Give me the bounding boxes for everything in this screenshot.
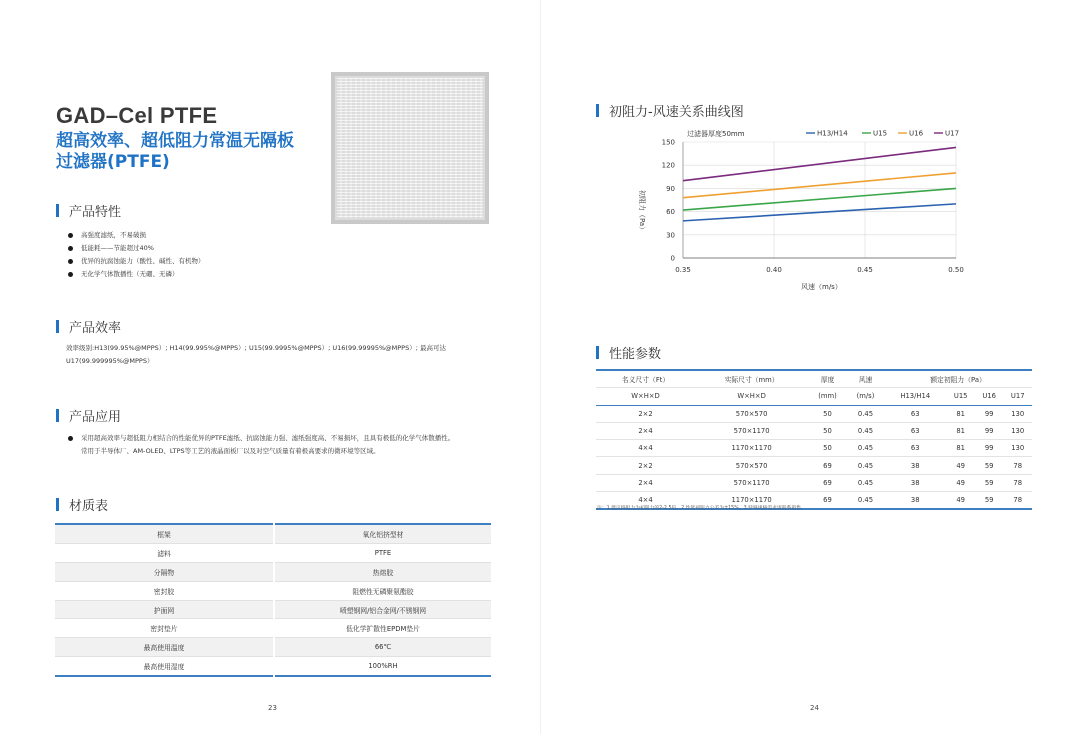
application-heading-text: 产品应用: [69, 410, 122, 425]
heading-bar: [56, 204, 59, 217]
table-cell: 570×1170: [695, 474, 808, 491]
material-value: 100%RH: [368, 662, 398, 671]
chart-subtitle: 过滤器厚度50mm: [687, 130, 745, 138]
legend-label: U17: [945, 129, 960, 138]
table-row: [55, 562, 491, 581]
heading-bar: [56, 498, 59, 511]
table-row: [596, 422, 1032, 439]
table-cell: 69: [808, 492, 847, 510]
heading-bar: [56, 320, 59, 333]
materials-table: [55, 523, 491, 677]
x-tick-label: 0.50: [948, 266, 964, 274]
table-header-row: [596, 370, 1032, 388]
material-value: 低化学扩散性EPDM垫片: [274, 619, 491, 638]
table-cell: 78: [1003, 457, 1032, 474]
table-cell: 2×2: [596, 405, 695, 422]
material-part: 密封胶: [55, 581, 274, 600]
table-cell: 570×570: [695, 457, 808, 474]
header-cell: U15: [946, 388, 975, 405]
table-cell: 2×4: [596, 422, 695, 439]
application-heading: [56, 406, 121, 425]
table-row: [55, 657, 491, 676]
table-cell: 130: [1003, 405, 1032, 422]
table-cell: 50: [808, 422, 847, 439]
table-cell: 78: [1003, 492, 1032, 510]
header-cell: (mm): [808, 388, 847, 405]
header-cell: 额定初阻力（Pa）: [884, 370, 1032, 388]
series-line-u16: [683, 173, 956, 198]
table-row: [596, 440, 1032, 457]
table-row: [55, 619, 491, 638]
efficiency-heading-text: 产品效率: [69, 321, 122, 336]
features-heading: [56, 201, 121, 220]
y-tick-label: 150: [661, 138, 675, 147]
table-cell: 130: [1003, 422, 1032, 439]
table-cell: 49: [946, 474, 975, 491]
table-cell: 570×1170: [695, 422, 808, 439]
header-cell: U16: [975, 388, 1004, 405]
table-header-row: [596, 388, 1032, 405]
heading-bar: [56, 409, 59, 422]
material-part: 分隔物: [55, 562, 274, 581]
x-axis-ticks: [675, 266, 964, 274]
efficiency-text-line1: 效率级别:H13(99.95%@MPPS）; H14(99.995%@MPPS）; U15(99.9995%@MPPS）; U16(99.99995%@MPPS）; 最高可达: [66, 344, 446, 352]
material-part: 最高使用湿度: [55, 657, 274, 676]
material-part: 框架: [55, 524, 274, 543]
material-part: 最高使用温度: [55, 638, 274, 657]
table-row: [55, 581, 491, 600]
x-tick-label: 0.40: [766, 266, 782, 274]
heading-bar: [596, 104, 599, 117]
table-cell: 63: [884, 405, 946, 422]
features-heading-text: 产品特性: [69, 205, 122, 220]
table-cell: 99: [975, 422, 1004, 439]
material-value: 热熔胶: [274, 562, 491, 581]
table-cell: 4×4: [596, 440, 695, 457]
table-cell: 50: [808, 440, 847, 457]
table-cell: 81: [946, 440, 975, 457]
table-row: [55, 524, 491, 543]
table-row: [596, 474, 1032, 491]
header-cell: W×H×D: [596, 388, 695, 405]
legend-label: U16: [909, 129, 924, 138]
table-cell: 2×2: [596, 457, 695, 474]
table-cell: 69: [808, 474, 847, 491]
feature-item: 低能耗——节能超过40%: [66, 242, 205, 255]
table-row: [55, 543, 491, 562]
table-cell: 38: [884, 492, 946, 510]
feature-item: 优异的抗腐蚀能力（酸性、碱性、有机物）: [66, 255, 205, 268]
product-title: GAD–Cel PTFE: [56, 103, 218, 128]
table-cell: 130: [1003, 440, 1032, 457]
table-cell: 0.45: [847, 440, 884, 457]
performance-note: 注：1.建议终阻力为初阻力的2-2.5倍。2.性能初阻力公差为±15%。3.特殊规格需求请联系销售。: [597, 506, 806, 511]
table-cell: 81: [946, 422, 975, 439]
y-tick-label: 90: [666, 184, 675, 193]
material-value: 阻燃性无磷聚氨酯胶: [274, 581, 491, 600]
table-cell: 0.45: [847, 492, 884, 510]
series-line-u17: [683, 147, 956, 180]
table-cell: 0.45: [847, 474, 884, 491]
chart-heading-text: 初阻力-风速关系曲线图: [609, 105, 744, 120]
page-divider: [540, 0, 541, 734]
application-text-line1: 采用超高效率与超低阻力相结合的性能优异的PTFE滤纸、抗腐蚀能力强、滤纸强度高、不易损坏，且具有极低的化学气体散播性。: [66, 432, 454, 445]
table-row: [596, 457, 1032, 474]
product-subtitle-line2: 过滤器(PTFE): [56, 152, 170, 172]
table-row: [55, 600, 491, 619]
heading-bar: [596, 346, 599, 359]
resistance-velocity-chart: [600, 120, 980, 298]
efficiency-text-line2: U17(99.999995%@MPPS）: [66, 357, 154, 365]
table-cell: 38: [884, 474, 946, 491]
material-part: 滤料: [55, 543, 274, 562]
page-number-left: 23: [268, 704, 277, 712]
efficiency-heading: [56, 317, 121, 336]
table-cell: 63: [884, 440, 946, 457]
table-cell: 59: [975, 474, 1004, 491]
product-subtitle-line1: 超高效率、超低阻力常温无隔板: [56, 131, 294, 151]
feature-item: 高强度滤纸，不易破损: [66, 229, 205, 242]
feature-item: 无化学气体散播性（无硼、无磷）: [66, 268, 205, 281]
table-cell: 38: [884, 457, 946, 474]
perf-heading: [596, 343, 661, 362]
header-cell: U17: [1003, 388, 1032, 405]
x-tick-label: 0.45: [857, 266, 873, 274]
materials-heading-text: 材质表: [69, 499, 109, 514]
x-tick-label: 0.35: [675, 266, 691, 274]
table-cell: 69: [808, 457, 847, 474]
table-cell: 0.45: [847, 422, 884, 439]
application-list: [66, 432, 454, 445]
table-cell: 63: [884, 422, 946, 439]
header-cell: H13/H14: [884, 388, 946, 405]
material-part: 护面网: [55, 600, 274, 619]
page-number-right: 24: [810, 704, 819, 712]
material-value: 66℃: [274, 638, 491, 657]
y-axis-label: 初阻力（Pa）: [638, 190, 646, 234]
chart-heading: [596, 101, 744, 120]
table-cell: 99: [975, 405, 1004, 422]
table-cell: 570×570: [695, 405, 808, 422]
table-cell: 50: [808, 405, 847, 422]
y-tick-label: 120: [661, 161, 675, 170]
table-row: [596, 405, 1032, 422]
header-cell: 名义尺寸（Ft）: [596, 370, 695, 388]
table-cell: 49: [946, 492, 975, 510]
table-cell: 2×4: [596, 474, 695, 491]
header-cell: (m/s): [847, 388, 884, 405]
materials-heading: [56, 495, 108, 514]
perf-heading-text: 性能参数: [609, 347, 662, 362]
table-cell: 0.45: [847, 405, 884, 422]
table-row: [55, 638, 491, 657]
material-part: 密封垫片: [55, 619, 274, 638]
table-cell: 1170×1170: [695, 492, 808, 510]
table-cell: 81: [946, 405, 975, 422]
chart-legend: [806, 130, 959, 138]
table-cell: 59: [975, 492, 1004, 510]
legend-label: U15: [873, 129, 888, 138]
table-cell: 99: [975, 440, 1004, 457]
table-cell: 4×4: [596, 492, 695, 510]
y-tick-label: 30: [666, 231, 675, 240]
header-cell: 实际尺寸（mm）: [695, 370, 808, 388]
header-cell: 风速: [847, 370, 884, 388]
table-cell: 0.45: [847, 457, 884, 474]
y-tick-label: 0: [670, 254, 675, 263]
material-value: PTFE: [274, 543, 491, 562]
table-cell: 1170×1170: [695, 440, 808, 457]
header-cell: W×H×D: [695, 388, 808, 405]
material-value: 喷塑钢网/铝合金网/不锈钢网: [274, 600, 491, 619]
material-value: 氧化铝挤型材: [274, 524, 491, 543]
table-cell: 59: [975, 457, 1004, 474]
header-cell: 厚度: [808, 370, 847, 388]
application-text-line2: 常用于半导体厂、AM-OLED、LTPS等工艺的液晶面板厂以及对空气质量有着极高要求的微环境等区域。: [81, 447, 380, 455]
performance-table: [596, 369, 1032, 510]
chart-series: [683, 147, 956, 220]
filter-product-image: [331, 72, 489, 224]
y-axis-ticks: [662, 139, 675, 263]
table-cell: 78: [1003, 474, 1032, 491]
y-tick-label: 60: [666, 208, 675, 217]
table-cell: 49: [946, 457, 975, 474]
x-axis-label: 风速（m/s）: [801, 283, 842, 291]
features-list: [66, 229, 205, 281]
legend-label: H13/H14: [817, 129, 848, 138]
